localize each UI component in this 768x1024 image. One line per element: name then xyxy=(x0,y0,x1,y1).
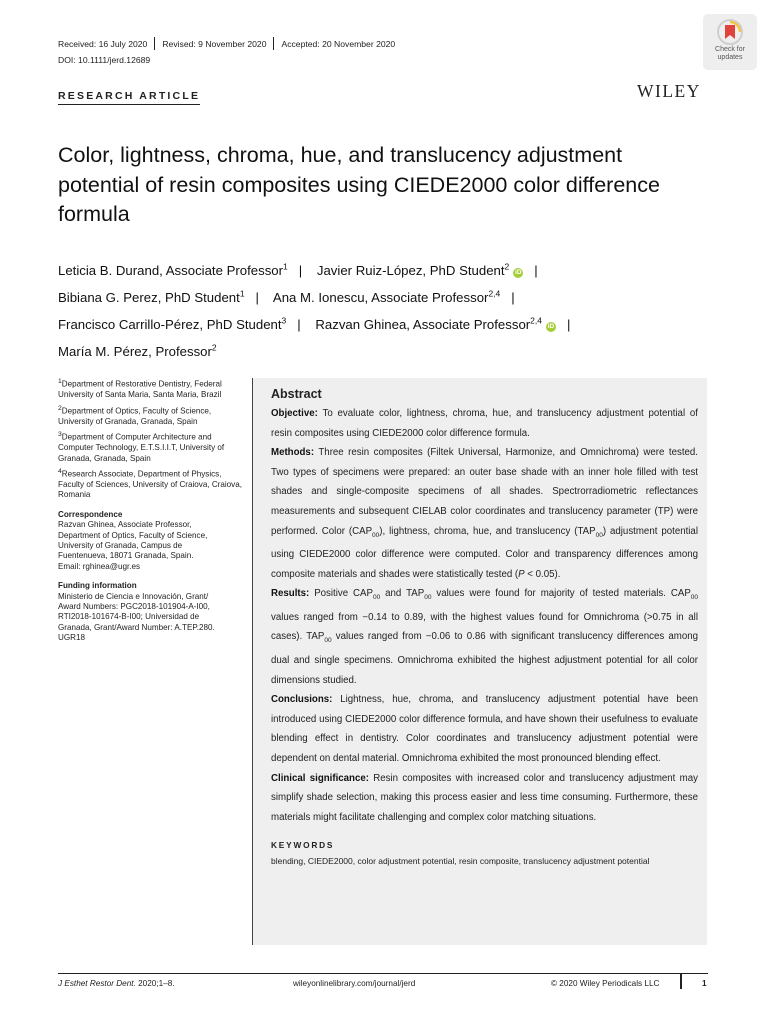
affiliation: $^2$Department of Optics, Faculty of Science, University of Granada, Granada, Spain xyxy=(58,404,212,426)
affiliation: $^1$Department of Restorative Dentistry, Federal University of Santa Maria, Santa Maria, Brazil xyxy=(58,378,222,400)
author-separator: | xyxy=(567,317,571,333)
date-divider xyxy=(154,37,155,50)
badge-label-2: updates xyxy=(717,54,743,61)
affiliation: $^4$Research Associate, Department of Physics, Faculty of Sciences, University of Craiova, Craiova, Romania xyxy=(58,467,242,500)
funding-line: RTI2018-101674-B-I00; Universidad de xyxy=(58,612,200,622)
abstract-conclusions: Conclusions: Lightness, hue, chroma, and translucency adjustment potential have been introduced using CIEDE2000 color difference formula, and have shown their usefulness to evaluate blending effect in dentistry. Color coordinates and translucency adjustment potential were dependent on dental material. Omnichroma exhibited the most pronounced blending effect. xyxy=(271,694,698,764)
author-separator: | xyxy=(534,263,538,279)
author[interactable]: Razvan Ghinea, Associate Professor$^{2,4}$iD xyxy=(315,315,555,333)
author-separator: | xyxy=(255,290,259,306)
orcid-icon[interactable]: iD xyxy=(515,269,522,277)
correspondence-line: Fuentenueva, 18071 Granada, Spain. xyxy=(58,551,194,561)
revised-date: Revised: 9 November 2020 xyxy=(162,38,267,49)
footer-journal: J Esthet Restor Dent. 2020;1–8. xyxy=(58,979,175,988)
badge-label-1: Check for xyxy=(715,46,745,53)
author-list xyxy=(58,256,718,364)
abstract-heading: Abstract xyxy=(271,387,322,401)
footer-url[interactable]: wileyonlinelibrary.com/journal/jerd xyxy=(293,979,416,988)
accepted-date: Accepted: 20 November 2020 xyxy=(281,38,396,49)
article-title: Color, lightness, chroma, hue, and translucency adjustment potential of resin composites using CIEDE2000 color difference formula xyxy=(58,143,660,226)
correspondence-line: Department of Optics, Faculty of Science, xyxy=(58,530,208,540)
author-separator: | xyxy=(297,317,301,333)
funding-line: UGR18 xyxy=(58,633,85,643)
footer-page-divider xyxy=(680,973,682,989)
author[interactable]: Leticia B. Durand, Associate Professor$^1$ xyxy=(58,262,288,279)
bookmark-update-icon xyxy=(717,19,743,45)
correspondence-heading: Correspondence xyxy=(58,509,123,519)
abstract-methods: Methods: Three resin composites (Filtek Universal, Harmonize, and Omnichroma) were tested. Two types of specimens were prepared: an outer base shade with an inner hole filled with test shades and single-composite specimens of all shades. Spectrorradiometric reflectances measurements and subsequent CIELAB color coordinates and translucency parameter (TP) were performed. Color $(CAP_{00})$, lightness, chroma, hue, and translucency $(TAP_{00})$ adjustment potential using CIEDE2000 color difference were computed. Color and transparency differences among composite materials and shades were statistically tested (P < 0.05). xyxy=(271,447,698,580)
author[interactable]: Francisco Carrillo-Pérez, PhD Student$^3$ xyxy=(58,315,287,333)
publisher-logo: WILEY xyxy=(637,81,701,101)
received-date: Received: 16 July 2020 xyxy=(58,38,148,49)
funding-line: Granada, Grant/Award Number: A.TEP.280. xyxy=(58,622,215,632)
affiliation: $^3$Department of Computer Architecture and Computer Technology, E.T.S.I.I.T, University of Granada, Granada, Spain xyxy=(58,431,225,463)
date-divider xyxy=(273,37,274,50)
author[interactable]: Javier Ruiz-López, PhD Student$^2$iD xyxy=(316,262,522,279)
author-separator: | xyxy=(298,263,303,279)
correspondence-line: University of Granada, Campus de xyxy=(58,541,183,551)
correspondence-email[interactable]: Email: rghinea@ugr.es xyxy=(58,561,141,571)
side-column xyxy=(58,377,244,644)
funding-line: Award Numbers: PGC2018-101904-A-I00, xyxy=(58,602,210,612)
footer-rule xyxy=(58,973,708,974)
check-for-updates-badge[interactable] xyxy=(703,14,757,70)
funding-heading: Funding information xyxy=(58,581,137,591)
orcid-icon[interactable]: iD xyxy=(547,323,555,331)
keywords-heading: KEYWORDS xyxy=(271,840,335,851)
author[interactable]: Bibiana G. Perez, PhD Student$^1$ xyxy=(58,288,245,306)
funding-line: Ministerio de Ciencia e Innovación, Grant/ xyxy=(58,591,209,601)
article-type-label: RESEARCH ARTICLE xyxy=(58,90,200,105)
footer-copyright: © 2020 Wiley Periodicals LLC xyxy=(551,979,660,988)
abstract-box xyxy=(252,378,707,945)
abstract-objective: Objective: To evaluate color, lightness, chroma, hue, and translucency adjustment potential of resin composites using CIEDE2000 color difference formula. xyxy=(271,408,698,439)
doi[interactable]: DOI: 10.1111/jerd.12689 xyxy=(58,55,151,65)
keywords-text: blending, CIEDE2000, color adjustment potential, resin composite, translucency adjustment potential xyxy=(271,856,650,867)
correspondence-line: Razvan Ghinea, Associate Professor, xyxy=(58,520,192,530)
author-separator: | xyxy=(511,290,515,306)
page-number: 1 xyxy=(702,979,707,988)
author[interactable]: Ana M. Ionescu, Associate Professor$^{2,4}$ xyxy=(272,288,501,306)
article-dates xyxy=(58,37,395,50)
abstract-results: Results: Positive $CAP_{00}$ and $TAP_{00}$ values were found for majority of tested materials. $CAP_{00}$ values ranged from −0.14 to 0.89, with the highest values found for Omnichroma (>0.75 in all cases). $TAP_{00}$ values ranged from −0.06 to 0.86 with significant translucency differences among dual and single specimens. Omnichroma exhibited the highest adjustment potential for all color dimensions studied. xyxy=(271,588,699,686)
abstract-clinical-significance: Clinical significance: Resin composites with increased color and translucency adjustment may simplify shade selection, making this process easier and less time consuming. Furthermore, these materials might facilitate challenging and complex color matching situations. xyxy=(271,772,698,823)
author[interactable]: María M. Pérez, Professor$^2$ xyxy=(58,342,217,360)
